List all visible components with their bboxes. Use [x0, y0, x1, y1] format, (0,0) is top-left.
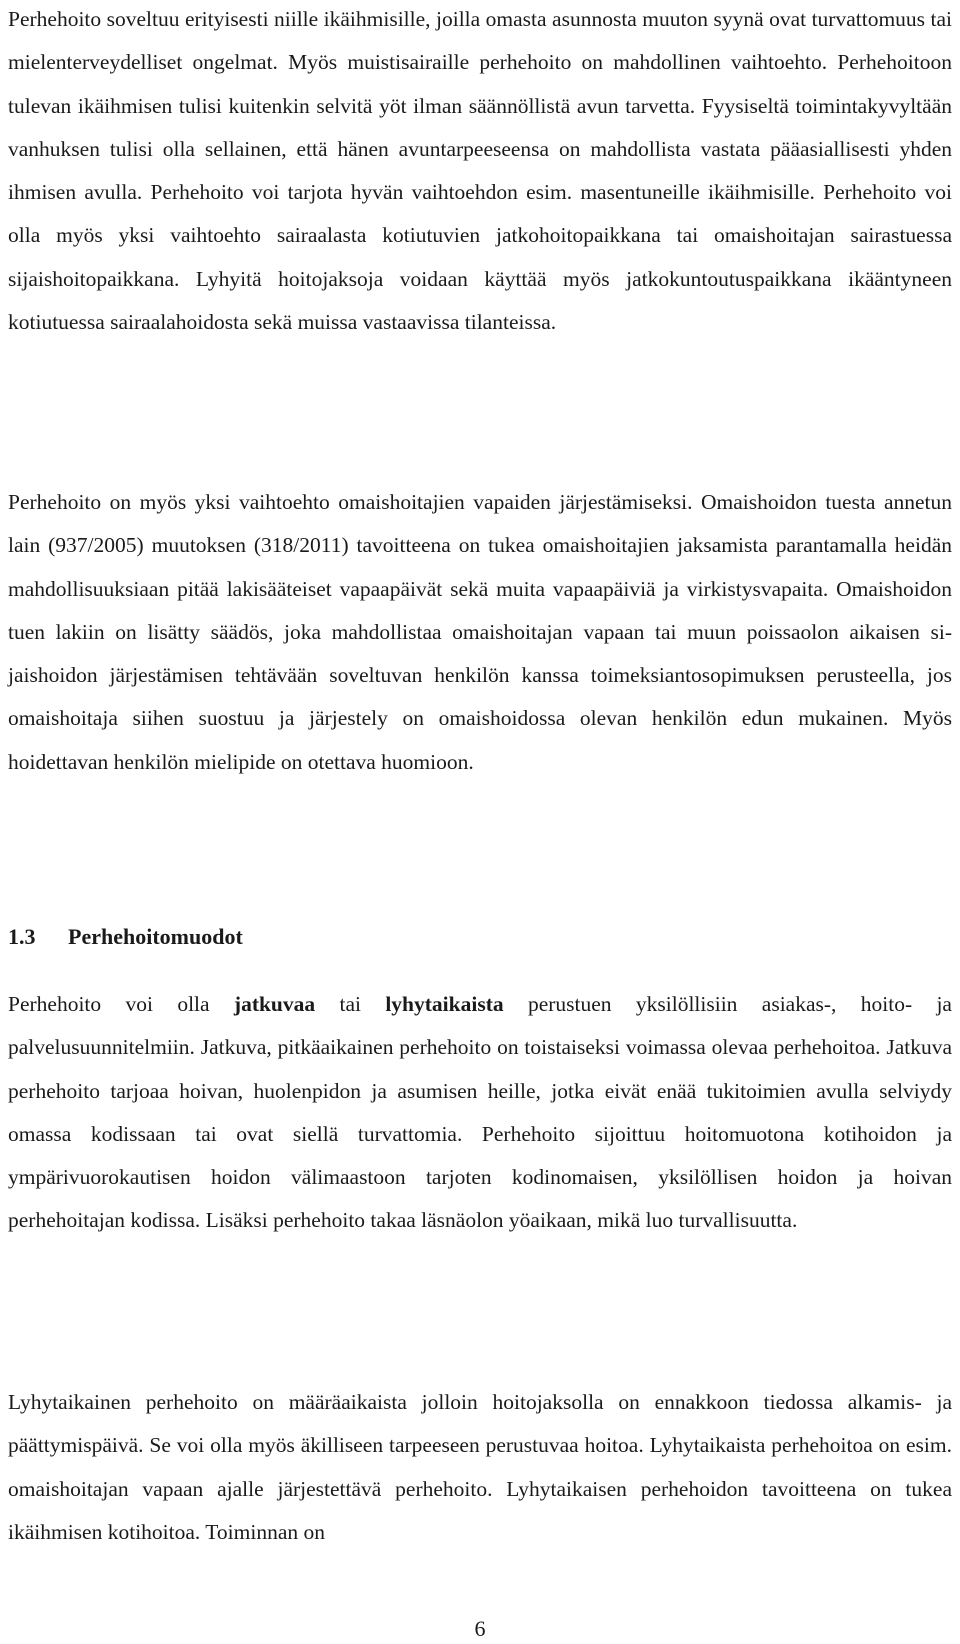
- term-short-term: lyhytaikaista: [385, 992, 504, 1016]
- paragraph-care-forms: [8, 983, 952, 1243]
- p3-text-start: Perhehoito voi olla: [8, 992, 234, 1016]
- section-number: 1.3: [8, 924, 36, 949]
- section-title: Perhehoitomuodot: [68, 924, 243, 949]
- paragraph-caregiver-leave: Perhehoito on myös yksi vaihtoehto omaishoitajien vapaiden järjestämiseksi. Omaishoidon tuesta annetun lain (937/2005) muutoksen (318/2011) tavoitteena on tukea omaishoitajien jaksamista parantamalla heidän mahdollisuuksiaan pitää lakisääteiset vapaapäivät sekä muita vapaapäiviä ja virkistysvapaita. Omaishoidon tuen lakiin on lisätty säädös, joka mahdollistaa omaishoitajan vapaan tai muun poissaolon aikaisen sijaishoidon järjestämisen tehtävään soveltuvan henkilön kanssa toimeksiantosopimuksen perusteella, jos omaishoitaja siihen suostuu ja järjestely on omaishoidossa olevan henkilön edun mukainen. Myös hoidettavan henkilön mielipide on otettava huomioon.: [8, 490, 952, 774]
- paragraph-short-term-care: Lyhytaikainen perhehoito on määräaikaista jolloin hoitojaksolla on ennakkoon tiedossa alkamis- ja päättymispäivä. Se voi olla myös äkilliseen tarpeeseen perustuvaa hoitoa. Lyhytaikaista perhehoitoa on esim. omaishoitajan vapaan ajalle järjestettävä perhehoito. Lyhytaikaisen perhehoidon tavoitteena on tukea ikäihmisen kotihoitoa. Toiminnan on: [8, 1390, 952, 1544]
- section-heading: [8, 922, 243, 952]
- page-number: 6: [474, 1616, 486, 1641]
- p3-text-between: tai: [315, 992, 386, 1016]
- paragraph-family-care-suitability: Perhehoito soveltuu erityisesti niille ikäihmisille, joilla omasta asunnosta muuton syynä ovat turvattomuus tai mielenterveydelliset ongelmat. Myös muistisairaille perhehoito on mahdollinen vaihtoehto. Perhehoitoon tulevan ikäihmisen tulisi kuitenkin selvitä yöt ilman säännöllistä avun tarvetta. Fyysiseltä toimintakyvyltään vanhuksen tulisi olla sellainen, että hänen avuntarpeeseensa on mahdollista vastata pääasiallisesti yhden ihmisen avulla. Perhehoito voi tarjota hyvän vaihtoehdon esim. masentuneille ikäihmisille. Perhehoito voi olla myös yksi vaihtoehto sairaalasta kotiutuvien jatkohoitopaikkana tai omaishoitajan sairastuessa sijaishoitopaikkana. Lyhyitä hoitojaksoja voidaan käyttää myös jatkokuntoutuspaikkana ikääntyneen kotiutuessa sairaalahoidosta sekä muissa vastaavissa tilanteissa.: [8, 7, 952, 335]
- p3-text-rest: perustuen yksilöllisiin asiakas-, hoito- ja palvelusuunnitelmiin. Jatkuva, pitkäaikainen perhehoito on toistaiseksi voimassa olevaa perhehoitoa. Jatkuva perhehoito tarjoaa hoivan, huolenpidon ja asumisen heille, jotka eivät enää tukitoimien avulla selviydy omassa kodissaan tai ovat siellä turvattomia. Perhehoito sijoittuu hoitomuotona kotihoidon ja ympärivuorokautisen hoidon välimaastoon tarjoten kodinomaisen, yksilöllisen hoidon ja hoivan perhehoitajan kodissa. Lisäksi perhehoito takaa läsnäolon yöaikaan, mikä luo turvallisuutta.: [8, 992, 952, 1233]
- term-continuous: jatkuvaa: [233, 992, 316, 1016]
